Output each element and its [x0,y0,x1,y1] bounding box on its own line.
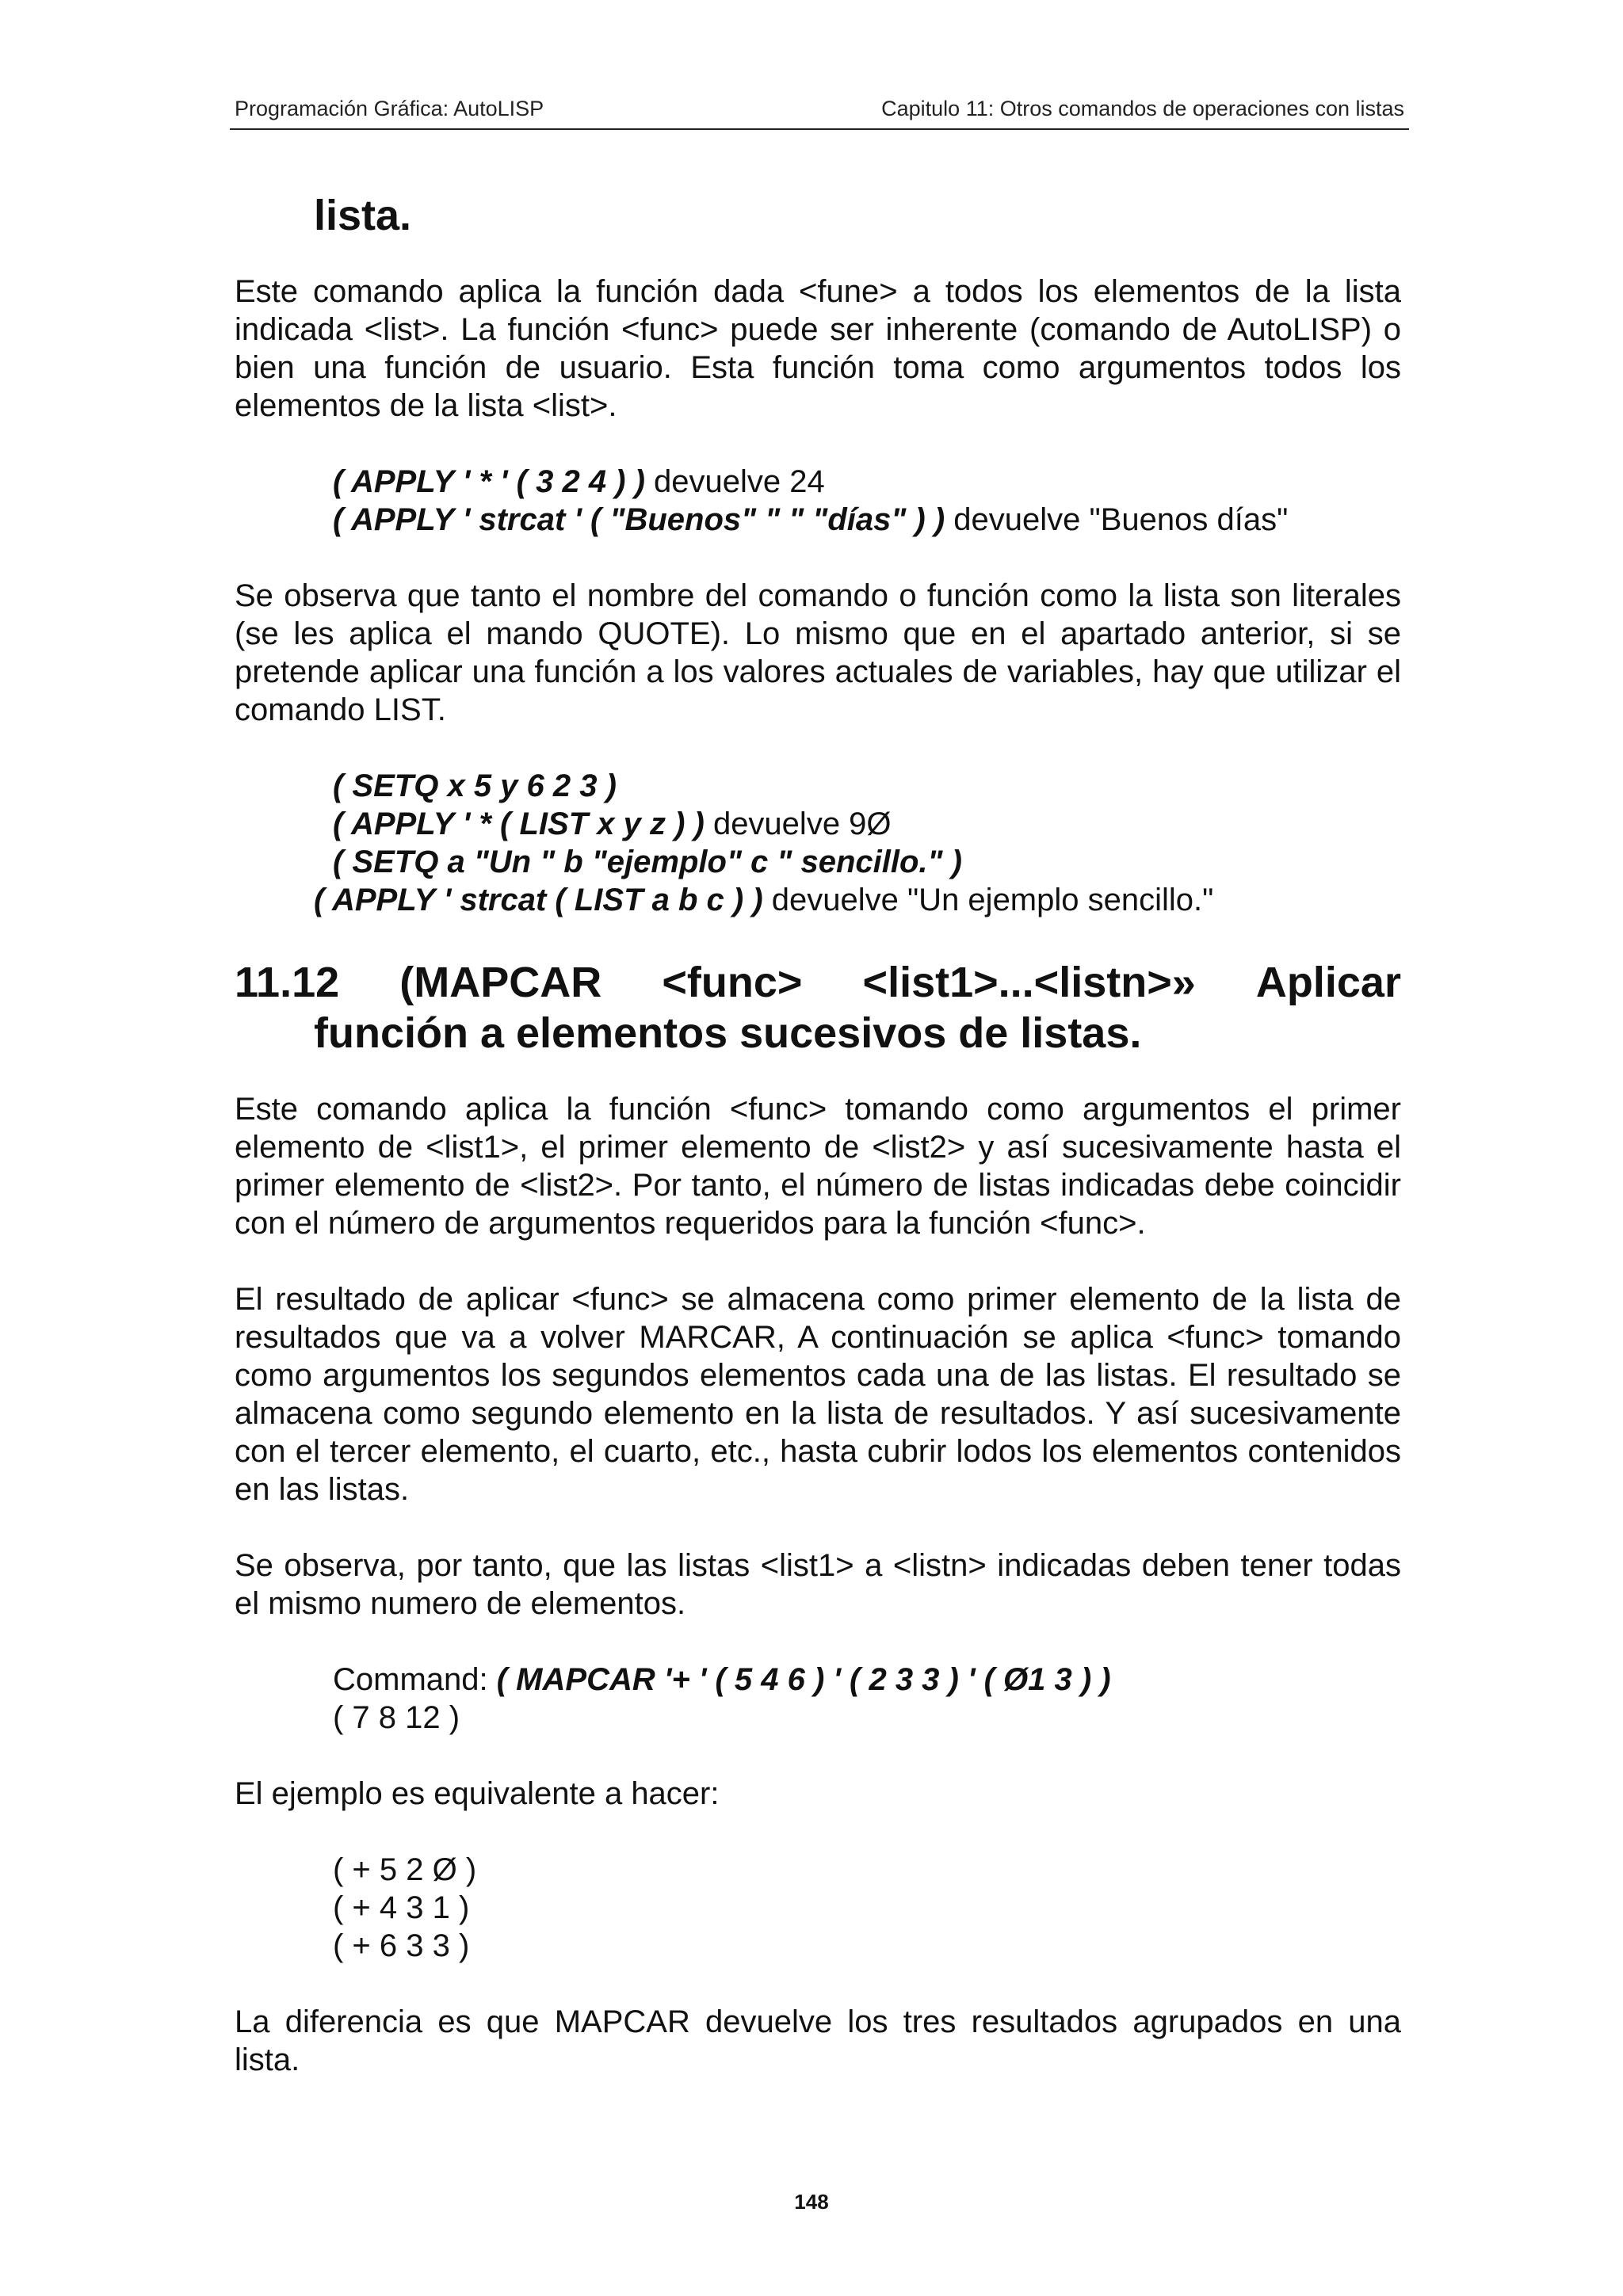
command-prompt: Command: [333,1662,497,1697]
section-heading-line-2: función a elementos sucesivos de listas. [314,1009,1142,1057]
code-line [333,843,1401,881]
section-heading-word: <list1>...<listn>» [862,959,1196,1006]
section-heading-line-1 [235,957,1401,1008]
code-line [333,463,1401,501]
header-book-title: Programación Gráfica: AutoLISP [235,97,544,120]
code-block-equivalent [333,1851,1401,1965]
section-heading-word: <func> [662,959,803,1006]
code-block-list-examples [314,767,1401,919]
code-expression: ( APPLY ' * ' ( 3 2 4 ) ) [333,464,645,499]
paragraph-same-length-note: Se observa, por tanto, que las listas <list1> a <listn> indicadas deben tener todas el mismo numero de elementos. [235,1548,1401,1621]
code-line: ( + 6 3 3 ) [333,1928,470,1963]
code-expression: ( APPLY ' * ( LIST x y z ) ) [333,807,705,841]
code-result-text: devuelve "Buenos días" [945,502,1289,537]
code-block-mapcar-command [333,1661,1401,1737]
code-expression: ( APPLY ' strcat ( LIST a b c ) ) [314,883,763,917]
code-line [314,881,1401,919]
paragraph-mapcar-results: El resultado de aplicar <func> se almacena como primer elemento de la lista de resultados que va a volver MARCAR, A continuación se aplica <func> tomando como argumentos los segundos elementos cada una de las listas. El resultado se almacena como segundo elemento en la lista de resultados. Y así sucesivamente con el tercer elemento, el cuarto, etc., hasta cubrir lodos los elementos contenidos en las listas. [235,1282,1401,1507]
page-header [230,93,1409,130]
paragraph-mapcar-description: Este comando aplica la función <func> tomando como argumentos el primer elemento de <list1>, el primer elemento de <list2> y así sucesivamente hasta el primer elemento de <list2>. Por tanto, el número de listas indicadas debe coincidir con el número de argumentos requeridos para la función <func>. [235,1092,1401,1241]
code-result-text: devuelve 9Ø [704,807,892,841]
code-line [333,805,1401,843]
code-line: ( + 4 3 1 ) [333,1890,470,1925]
paragraph-apply-description: Este comando aplica la función dada <fune> a todos los elementos de la lista indicada <list>. La función <func> puede ser inherente (comando de AutoLISP) o bien una función de usuario. Esta función toma como argumentos todos los elementos de la lista <list>. [235,274,1401,423]
code-output-line: ( 7 8 12 ) [333,1700,460,1735]
code-line: ( + 5 2 Ø ) [333,1852,477,1887]
section-heading-word: Aplicar [1255,959,1401,1006]
code-line [333,1661,1401,1699]
code-expression: ( MAPCAR '+ ' ( 5 4 6 ) ' ( 2 3 3 ) ' ( Ø1 3 ) ) [496,1662,1111,1697]
code-line [333,767,1401,805]
header-chapter-title: Capitulo 11: Otros comandos de operaciones con listas [881,97,1404,120]
paragraph-equivalent: El ejemplo es equivalente a hacer: [235,1776,720,1811]
code-result-text: devuelve "Un ejemplo sencillo." [762,883,1214,917]
paragraph-literals-note: Se observa que tanto el nombre del comando o función como la lista son literales (se les aplica el mando QUOTE). Lo mismo que en el apartado anterior, si se pretende aplicar una función a los valores actuales de variables, hay que utilizar el comando LIST. [235,578,1401,727]
continued-heading: lista. [314,192,412,239]
code-expression: ( SETQ x 5 y 6 2 3 ) [333,769,617,803]
page-number: 148 [794,2190,829,2214]
code-line [333,501,1401,539]
section-heading-word: (MAPCAR [399,959,602,1006]
code-result-text: devuelve 24 [644,464,825,499]
section-number: 11.12 [235,959,340,1006]
code-block-apply-examples [333,463,1401,539]
section-heading-mapcar [235,957,1401,1058]
page-content [235,190,1401,2117]
paragraph-difference: La diferencia es que MAPCAR devuelve los tres resultados agrupados en una lista. [235,2004,1401,2077]
code-expression: ( APPLY ' strcat ' ( "Buenos" " " "días" ) ) [333,502,945,537]
code-expression: ( SETQ a "Un " b "ejemplo" c " sencillo." ) [333,845,962,879]
